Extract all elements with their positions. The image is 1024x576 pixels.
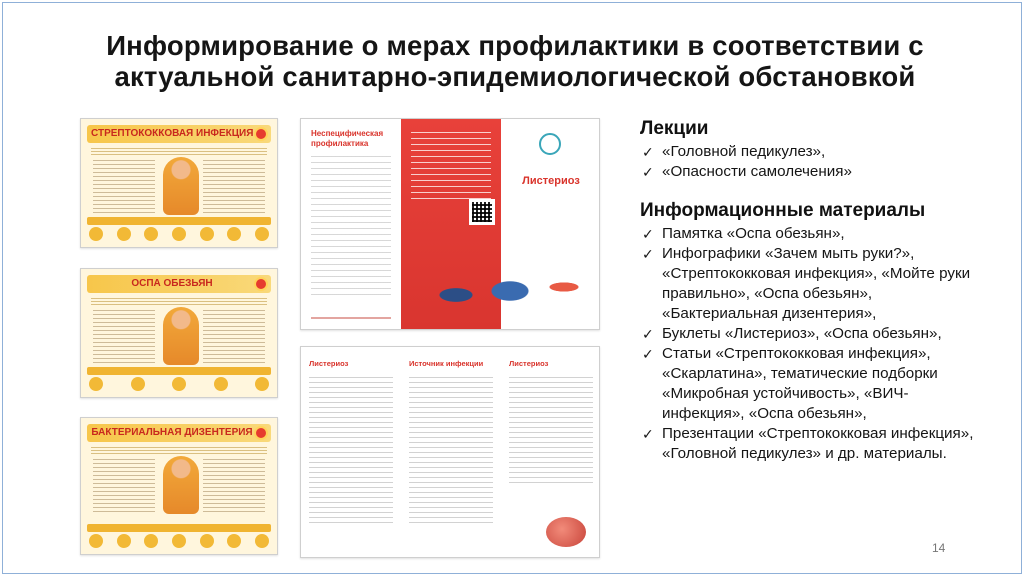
leaflet-thumbnail-listeriosis-outside bbox=[300, 118, 600, 330]
leaflet-text-block bbox=[309, 373, 393, 523]
prevention-icons-row bbox=[89, 227, 269, 243]
leaflet-panel-heading: Неспецифическая профилактика bbox=[311, 129, 384, 148]
poster-text-column bbox=[93, 309, 155, 363]
prevention-icons-row bbox=[89, 534, 269, 550]
leaflet-column bbox=[301, 347, 401, 557]
prevention-icon bbox=[144, 227, 158, 241]
leaflet-contact-block bbox=[411, 129, 491, 199]
poster-subtitle-lines bbox=[91, 297, 267, 305]
prevention-icon bbox=[117, 227, 131, 241]
poster-text-column bbox=[93, 159, 155, 213]
list-item: ✓ Презентации «Стрептококковая инфекция», «Головной педикулез» и др. материалы. bbox=[642, 425, 974, 462]
check-icon: ✓ bbox=[642, 246, 654, 262]
prevention-icon bbox=[255, 534, 269, 548]
list-item: ✓ Инфографики «Зачем мыть руки?», «Стрептококковая инфекция», «Мойте руки правильно», «Оспа обезьян», «Бактериальная дизентерия», bbox=[642, 245, 971, 322]
slide-title: Информирование о мерах профилактики в соответствии с актуальной санитарно-эпидемиологической обстановкой bbox=[106, 30, 924, 92]
poster-prevention-band bbox=[87, 524, 271, 532]
list-item: ✓ «Головной педикулез», bbox=[642, 143, 826, 160]
poster-prevention-band bbox=[87, 367, 271, 375]
leaflet-text-block bbox=[509, 373, 593, 483]
poster-text-column bbox=[93, 458, 155, 512]
prevention-icon bbox=[131, 377, 145, 391]
prevention-icon bbox=[255, 377, 269, 391]
poster-thumbnail-dysentery bbox=[80, 417, 278, 555]
poster-text-column bbox=[203, 309, 265, 363]
prevention-icon bbox=[172, 377, 186, 391]
check-icon: ✓ bbox=[642, 326, 654, 342]
check-icon: ✓ bbox=[642, 226, 654, 242]
prevention-icon bbox=[255, 227, 269, 241]
leaflet-text-block bbox=[311, 155, 391, 295]
logo-icon bbox=[539, 133, 561, 155]
leaflet-column-heading: Листериоз bbox=[309, 359, 349, 368]
poster-title: СТРЕПТОКОККОВАЯ ИНФЕКЦИЯ bbox=[91, 128, 253, 139]
person-illustration bbox=[163, 456, 199, 514]
prevention-icon bbox=[144, 534, 158, 548]
list-item: ✓ Буклеты «Листериоз», «Оспа обезьян», bbox=[642, 325, 942, 342]
leaflet-column-heading: Источник инфекции bbox=[409, 359, 484, 368]
food-illustration bbox=[546, 517, 586, 547]
person-illustration bbox=[163, 307, 199, 365]
prevention-icon bbox=[200, 534, 214, 548]
doctor-patient-illustration bbox=[411, 239, 591, 319]
poster-title: ОСПА ОБЕЗЬЯН bbox=[131, 278, 213, 289]
list-item: ✓ «Опасности самолечения» bbox=[642, 163, 852, 180]
poster-subtitle-lines bbox=[91, 446, 267, 454]
logo-icon bbox=[254, 277, 268, 291]
leaflet-panel-left bbox=[301, 119, 401, 329]
prevention-icon bbox=[172, 227, 186, 241]
check-icon: ✓ bbox=[642, 144, 654, 160]
leaflet-thumbnail-listeriosis-inside bbox=[300, 346, 600, 558]
lectures-list bbox=[640, 142, 980, 182]
check-icon: ✓ bbox=[642, 426, 654, 442]
prevention-icon bbox=[89, 534, 103, 548]
prevention-icon bbox=[89, 377, 103, 391]
qr-code-icon bbox=[469, 199, 495, 225]
logo-icon bbox=[254, 426, 268, 440]
page-number: 14 bbox=[932, 541, 946, 555]
materials-list bbox=[640, 224, 980, 464]
poster-text-column bbox=[203, 159, 265, 213]
leaflet-column-heading: Листериоз bbox=[509, 359, 549, 368]
poster-thumbnail-monkeypox bbox=[80, 268, 278, 398]
prevention-icon bbox=[117, 534, 131, 548]
lectures-heading: Лекции bbox=[640, 118, 709, 139]
poster-prevention-band bbox=[87, 217, 271, 225]
prevention-icons-row bbox=[89, 377, 269, 393]
prevention-icon bbox=[89, 227, 103, 241]
leaflet-footer-link bbox=[311, 317, 391, 319]
check-icon: ✓ bbox=[642, 164, 654, 180]
materials-heading: Информационные материалы bbox=[640, 200, 926, 221]
leaflet-text-block bbox=[409, 373, 493, 523]
check-icon: ✓ bbox=[642, 346, 654, 362]
info-text-column bbox=[640, 118, 980, 464]
list-item: ✓ Памятка «Оспа обезьян», bbox=[642, 225, 845, 242]
leaflet-column bbox=[401, 347, 501, 557]
prevention-icon bbox=[227, 227, 241, 241]
poster-subtitle-lines bbox=[91, 147, 267, 155]
prevention-icon bbox=[214, 377, 228, 391]
logo-icon bbox=[254, 127, 268, 141]
list-item: ✓ Статьи «Стрептококковая инфекция», «Скарлатина», тематические подборки «Микробная устойчивость», «ВИЧ-инфекция», «Оспа обезьян», bbox=[642, 345, 938, 422]
prevention-icon bbox=[227, 534, 241, 548]
poster-title: БАКТЕРИАЛЬНАЯ ДИЗЕНТЕРИЯ bbox=[91, 427, 253, 438]
poster-text-column bbox=[203, 458, 265, 512]
poster-thumbnail-streptococcal bbox=[80, 118, 278, 248]
prevention-icon bbox=[172, 534, 186, 548]
person-illustration bbox=[163, 157, 199, 215]
prevention-icon bbox=[200, 227, 214, 241]
leaflet-title: Листериоз bbox=[522, 175, 580, 187]
